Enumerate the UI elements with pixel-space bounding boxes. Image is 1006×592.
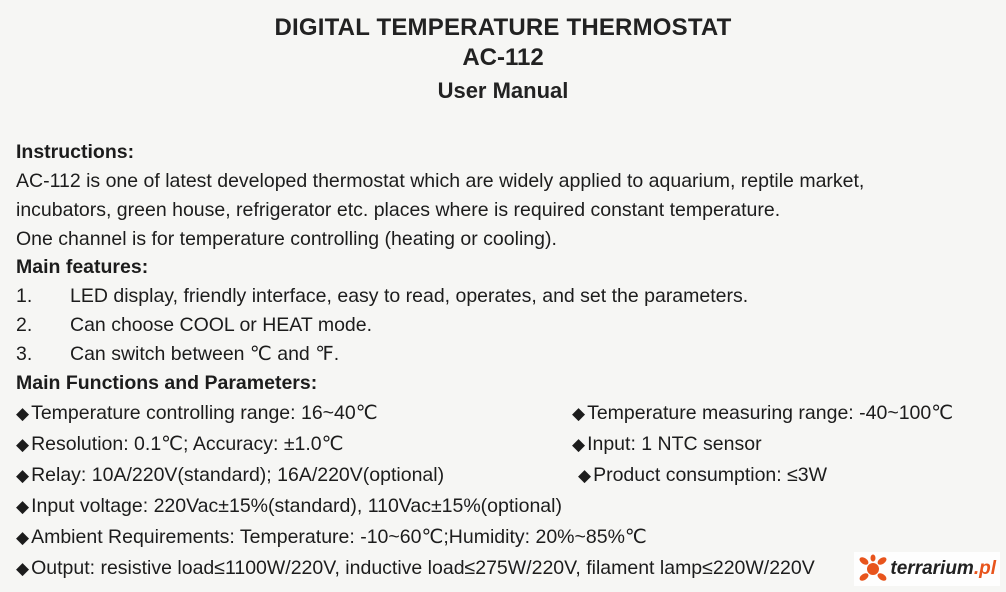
watermark-text: terrarium.pl — [890, 558, 996, 579]
parameter-text: Temperature measuring range: -40~100℃ — [587, 402, 954, 424]
parameter-item — [572, 432, 762, 457]
parameter-text: Output: resistive load≤1100W/220V, inductive load≤275W/220V, filament lamp≤220W/220V — [31, 557, 815, 579]
diamond-bullet-icon: ◆ — [16, 497, 30, 516]
instructions-heading: Instructions: — [16, 141, 135, 163]
parameter-text: Input voltage: 220Vac±15%(standard), 110Vac±15%(optional) — [31, 495, 562, 517]
diamond-bullet-icon: ◆ — [16, 435, 30, 454]
parameter-item — [16, 401, 378, 426]
feature-text: Can choose COOL or HEAT mode. — [70, 314, 373, 336]
diamond-bullet-icon: ◆ — [16, 404, 30, 423]
feature-number: 1. — [16, 285, 33, 307]
document-title: DIGITAL TEMPERATURE THERMOSTAT — [274, 14, 732, 41]
parameter-item — [16, 432, 344, 457]
diamond-bullet-icon: ◆ — [572, 435, 586, 454]
model-number: AC-112 — [462, 44, 544, 71]
feature-number: 2. — [16, 314, 33, 336]
instructions-line: One channel is for temperature controlling (heating or cooling). — [16, 228, 557, 250]
terrarium-watermark — [854, 552, 1000, 586]
features-heading: Main features: — [16, 256, 149, 278]
feature-text: Can switch between ℃ and ℉. — [70, 343, 340, 365]
instructions-line: AC-112 is one of latest developed thermostat which are widely applied to aquarium, reptile market, — [16, 170, 865, 192]
functions-heading: Main Functions and Parameters: — [16, 372, 318, 394]
parameter-text: Relay: 10A/220V(standard); 16A/220V(optional) — [31, 464, 445, 486]
document-subtitle: User Manual — [437, 78, 569, 103]
diamond-bullet-icon: ◆ — [16, 528, 30, 547]
parameter-text: Temperature controlling range: 16~40℃ — [31, 402, 378, 424]
feature-number: 3. — [16, 343, 33, 365]
parameter-text: Resolution: 0.1℃; Accuracy: ±1.0℃ — [31, 433, 344, 455]
parameter-item — [16, 525, 647, 550]
diamond-bullet-icon: ◆ — [16, 466, 30, 485]
parameter-item — [572, 401, 953, 426]
diamond-bullet-icon: ◆ — [16, 559, 30, 578]
terrarium-logo-icon — [856, 554, 890, 584]
parameter-item — [16, 494, 562, 519]
parameter-text: Input: 1 NTC sensor — [587, 433, 762, 455]
diamond-bullet-icon: ◆ — [578, 466, 592, 485]
feature-item — [16, 284, 748, 308]
parameter-item — [16, 463, 444, 488]
parameter-text: Product consumption: ≤3W — [593, 464, 828, 486]
feature-item — [16, 313, 372, 337]
parameter-text: Ambient Requirements: Temperature: -10~60℃;Humidity: 20%~85%℃ — [31, 526, 647, 548]
instructions-line: incubators, green house, refrigerator etc. places where is required constant temperature. — [16, 199, 781, 221]
parameter-item — [578, 463, 827, 488]
feature-text: LED display, friendly interface, easy to read, operates, and set the parameters. — [70, 285, 749, 307]
diamond-bullet-icon: ◆ — [572, 404, 586, 423]
feature-item — [16, 342, 339, 366]
parameter-item — [16, 556, 815, 581]
